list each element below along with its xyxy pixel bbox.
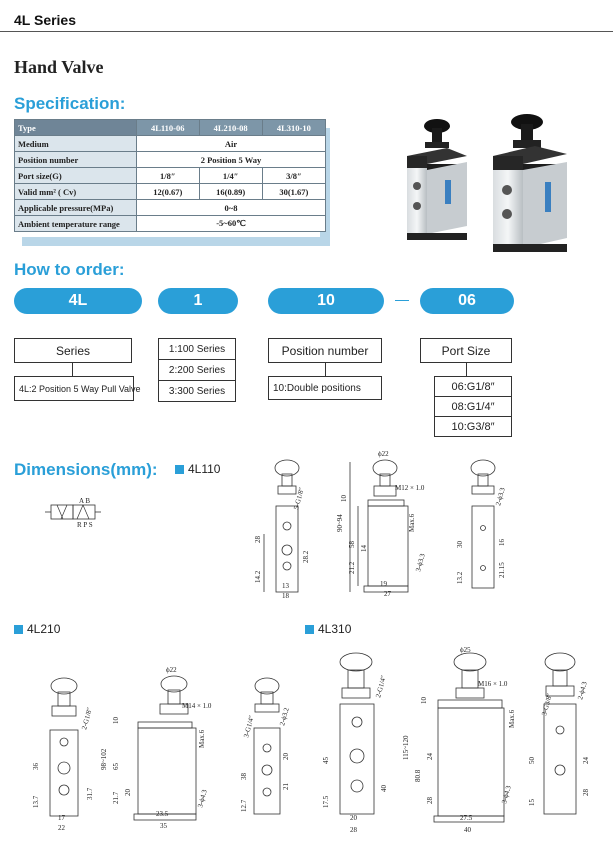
connector [466, 363, 467, 376]
cell: Air [137, 136, 326, 152]
dim-label: Max.6 [408, 513, 416, 532]
dim-label: M14 × 1.0 [182, 702, 212, 710]
dim-label: 10 [420, 697, 428, 704]
dim-label: 27.5 [460, 814, 473, 822]
dim-label: 40 [380, 785, 388, 792]
order-pill-size: 1 [158, 288, 238, 314]
dim-label: 40 [464, 826, 471, 834]
spec-table-wrapper [14, 119, 329, 246]
dim-label: 20 [282, 753, 290, 760]
dim-label: 28 [350, 826, 357, 834]
order-dash [395, 300, 409, 301]
how-to-order-heading: How to order: [14, 260, 125, 279]
cell: 3/8″ [262, 168, 325, 184]
valve-photo-small [407, 119, 467, 240]
dim-label: 12.7 [240, 799, 248, 812]
dim-label: 16 [498, 539, 506, 546]
symbol-label-rps: R P S [77, 521, 93, 529]
position-label-box: Position number [268, 338, 382, 363]
header-cell: 4L110-06 [137, 120, 200, 136]
cell: 1/4″ [199, 168, 262, 184]
dim-label: 65 [112, 763, 120, 770]
dim-label: 14.2 [254, 570, 262, 583]
product-photo [385, 108, 600, 258]
dim-label: 21.2 [348, 561, 356, 574]
symbol-label-ab: A B [79, 497, 91, 505]
dim-label: 3-G3/8″ [540, 692, 554, 717]
port-option: 06:G1/8″ [434, 376, 512, 397]
table-row [15, 152, 326, 168]
dimensions-heading: Dimensions(mm): [14, 460, 158, 479]
port-option: 08:G1/4″ [434, 396, 512, 417]
bullet-square [175, 465, 184, 474]
dim-label: 20 [350, 814, 357, 822]
cell: 2 Position 5 Way [137, 152, 326, 168]
dim-label: 3-ϕ4.3 [196, 788, 209, 809]
dimension-drawing-4l310 [310, 640, 610, 835]
position-option: 10:Double positions [268, 376, 382, 400]
header-cell: 4L310-10 [262, 120, 325, 136]
dim-label: 28 [582, 789, 590, 796]
dim-label: 36 [32, 763, 40, 770]
dim-label: 14 [360, 545, 368, 552]
row-label: Port size(G) [15, 168, 137, 184]
dim-label: 24 [426, 753, 434, 760]
dim-label: 115~120 [402, 735, 410, 760]
dim-label: 19 [380, 580, 387, 588]
dim-label: 20 [124, 789, 132, 796]
row-label: Medium [15, 136, 137, 152]
dim-label: 2-ϕ3.3 [494, 486, 507, 507]
header-rule [0, 31, 613, 32]
bullet-square [14, 625, 23, 634]
dim-label: 38 [240, 773, 248, 780]
model-label-4l110 [175, 462, 220, 476]
dim-label: 28.2 [302, 550, 310, 563]
dim-label: 3-ϕ4.3 [500, 784, 513, 805]
table-row [15, 184, 326, 200]
connector [72, 363, 73, 376]
dim-label: 18 [282, 592, 289, 600]
port-option: 10:G3/8″ [434, 416, 512, 437]
dim-label: 21.7 [112, 791, 120, 804]
table-row [15, 168, 326, 184]
model-name: 4L310 [318, 622, 352, 636]
table-row [15, 216, 326, 232]
dim-label: 80.8 [414, 769, 422, 782]
order-pill-position: 10 [268, 288, 384, 314]
dim-label: 2-ϕ4.3 [576, 680, 589, 701]
table-row [15, 136, 326, 152]
dim-label: 3-ϕ3.3 [414, 552, 427, 573]
dim-label: 17 [58, 814, 65, 822]
row-label: Valid mm² ( Cv) [15, 184, 137, 200]
dim-label: 35 [160, 822, 167, 830]
header-cell: Type [15, 120, 137, 136]
dimension-drawing-4l110 [250, 448, 610, 600]
header-cell: 4L210-08 [199, 120, 262, 136]
cell: 30(1.67) [262, 184, 325, 200]
dim-label: 22 [58, 824, 65, 830]
connector [325, 363, 326, 376]
dim-label: ϕ25 [460, 646, 471, 654]
model-name: 4L210 [27, 622, 61, 636]
table-header-row [15, 120, 326, 136]
dim-label: M16 × 1.0 [478, 680, 508, 688]
cell: -5~60℃ [137, 216, 326, 232]
dim-label: 58 [348, 541, 356, 548]
valve-photo-large [493, 114, 567, 252]
model-name: 4L110 [188, 462, 221, 476]
dim-label: 28 [426, 797, 434, 804]
dim-label: 2-G1/8″ [80, 706, 94, 731]
cell: 0~8 [137, 200, 326, 216]
dim-label: 23.5 [156, 810, 169, 818]
model-label-4l210 [14, 622, 60, 636]
dim-label: 13.2 [456, 571, 464, 584]
dim-label: 98~102 [100, 748, 108, 770]
cell: 16(0.89) [199, 184, 262, 200]
dim-label: 2-ϕ3.2 [278, 706, 291, 727]
dim-label: 27 [384, 590, 391, 598]
dim-label: 10 [112, 717, 120, 724]
row-label: Ambient temperature range [15, 216, 137, 232]
dim-label: 28 [254, 536, 262, 543]
dim-label: 50 [528, 757, 536, 764]
dim-label: 30 [456, 541, 464, 548]
series-title: 4L Series [14, 12, 77, 28]
dim-label: 45 [322, 757, 330, 764]
spec-table [14, 119, 326, 232]
dim-label: 15 [528, 799, 536, 806]
dim-label: 2-G1/4″ [374, 674, 388, 699]
row-label: Position number [15, 152, 137, 168]
dim-label: 13 [282, 582, 289, 590]
dim-label: Max.6 [508, 709, 516, 728]
order-pill-port: 06 [420, 288, 514, 314]
port-label-box: Port Size [420, 338, 512, 363]
dim-label: 21.15 [498, 562, 506, 578]
cell: 12(0.67) [137, 184, 200, 200]
dim-label: 13.7 [32, 795, 40, 808]
row-label: Applicable pressure(MPa) [15, 200, 137, 216]
dim-label: 3-G1/4″ [242, 714, 256, 739]
spec-heading: Specification: [14, 94, 126, 113]
series-option: 3:300 Series [158, 380, 236, 402]
dim-label: 24 [582, 757, 590, 764]
dim-label: ϕ22 [378, 450, 389, 458]
dimension-drawing-4l210 [14, 640, 304, 830]
dim-label: 31.7 [86, 787, 94, 800]
model-label-4l310 [305, 622, 351, 636]
bullet-square [305, 625, 314, 634]
order-pill-series: 4L [14, 288, 142, 314]
dim-label: M12 × 1.0 [395, 484, 425, 492]
cell: 1/8″ [137, 168, 200, 184]
series-option: 2:200 Series [158, 359, 236, 381]
dim-label: 10 [340, 495, 348, 502]
dim-label: 21 [282, 783, 290, 790]
dim-label: 90~94 [336, 514, 344, 532]
pneumatic-symbol [45, 493, 125, 533]
dim-label: 5-G1/8″ [292, 486, 306, 511]
page-title: Hand Valve [14, 57, 104, 77]
series-option: 1:100 Series [158, 338, 236, 360]
series-label-box: Series [14, 338, 132, 363]
table-row [15, 200, 326, 216]
series-desc-box: 4L:2 Position 5 Way Pull Valve [14, 376, 134, 401]
dim-label: ϕ22 [166, 666, 177, 674]
dim-label: 17.5 [322, 795, 330, 808]
dim-label: Max.6 [198, 729, 206, 748]
